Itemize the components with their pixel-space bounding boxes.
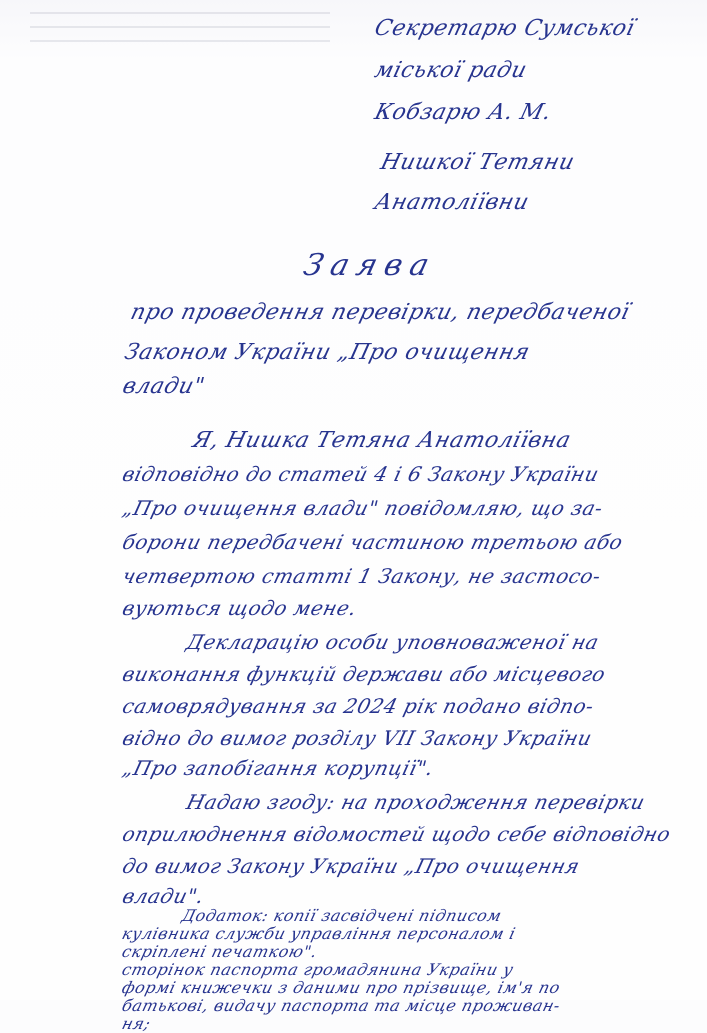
- paragraph-1-line-5: четвертою статті 1 Закону, не застосо-: [120, 564, 604, 588]
- attachment-line-6: батькові, видачу паспорта та місце проживан-: [120, 996, 563, 1015]
- paragraph-1-line-6: вуються щодо мене.: [120, 596, 360, 620]
- paragraph-2-line-5: „Про запобігання корупції".: [120, 756, 437, 780]
- paragraph-2-line-2: виконання функцій держави або місцевого: [120, 662, 609, 686]
- attachment-line-5: формі книжечки з даними про прізвище, ім'я по: [120, 978, 563, 997]
- faint-show-through-lines: [30, 0, 330, 70]
- paragraph-1-line-3: „Про очищення влади" повідомляю, що за-: [120, 496, 606, 520]
- attachment-line-7: ня;: [120, 1014, 153, 1033]
- paragraph-1-line-2: відповідно до статей 4 і 6 Закону України: [120, 462, 602, 486]
- addressee-line-2: міської ради: [372, 58, 530, 83]
- subtitle-line-1: про проведення перевірки, передбаченої: [128, 300, 633, 325]
- subtitle-line-2: Законом України „Про очищення: [122, 340, 533, 365]
- paragraph-3-line-3: до вимог Закону України „Про очищення: [120, 854, 583, 878]
- attachment-line-2: кулівника служби управління персоналом і: [120, 924, 518, 943]
- addressee-line-3: Кобзарю А. М.: [372, 100, 555, 125]
- sender-line-1: Нишкої Тетяни: [378, 150, 578, 175]
- subtitle-line-3: влади": [120, 374, 208, 399]
- paragraph-3-line-1: Надаю згоду: на проходження перевірки: [184, 790, 648, 814]
- paragraph-3-line-2: оприлюднення відомостей щодо себе відповідно: [120, 822, 674, 846]
- attachment-line-4: сторінок паспорта громадянина України у: [120, 960, 516, 979]
- attachment-line-3: скріплені печаткою".: [120, 942, 320, 961]
- attachment-line-1: Додаток: копії засвідчені підписом: [180, 906, 504, 925]
- paragraph-3-line-4: влади".: [120, 884, 207, 908]
- document-title: Заява: [300, 248, 441, 283]
- addressee-line-1: Секретарю Сумської: [372, 16, 638, 41]
- sender-line-2: Анатоліївни: [372, 190, 532, 215]
- paragraph-2-line-4: відно до вимог розділу VII Закону України: [120, 726, 595, 750]
- paragraph-1-line-4: борони передбачені частиною третьою або: [120, 530, 626, 554]
- paragraph-2-line-3: самоврядування за 2024 рік подано відпо-: [120, 694, 597, 718]
- paragraph-2-line-1: Декларацію особи уповноваженої на: [184, 630, 602, 654]
- paragraph-1-line-1: Я, Нишка Тетяна Анатоліївна: [190, 428, 574, 453]
